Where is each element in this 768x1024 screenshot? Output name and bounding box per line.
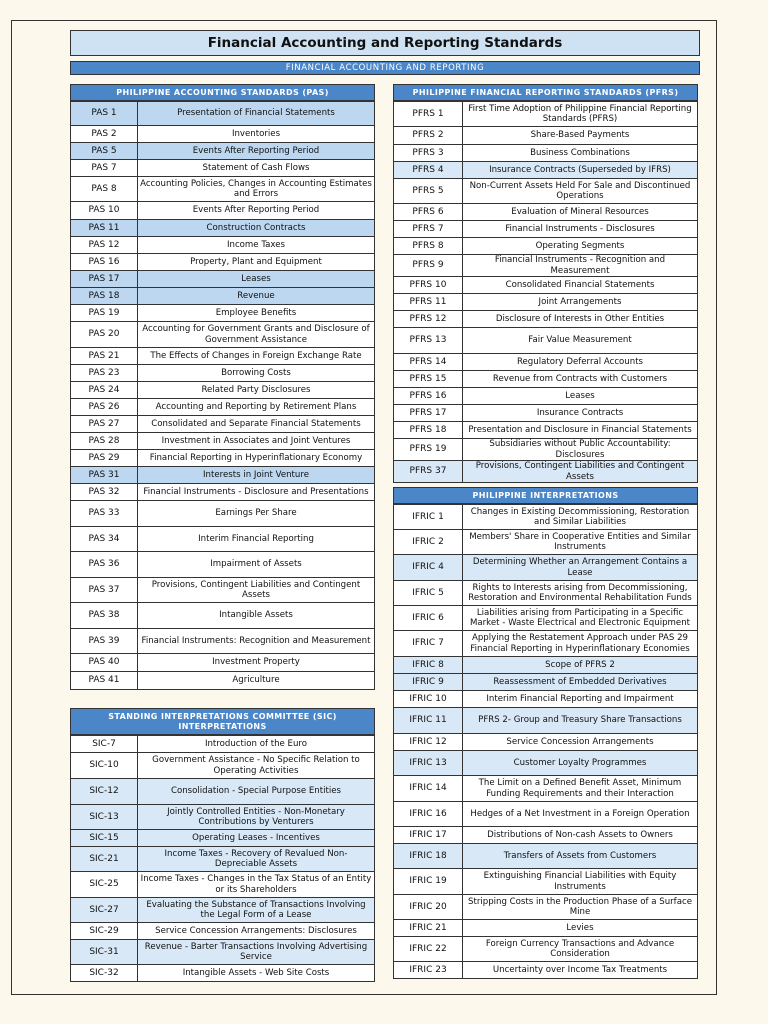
pas-row [71, 416, 375, 433]
pas-row [71, 288, 375, 305]
pas-name: Events After Reporting Period [138, 143, 375, 160]
pfrs-row [394, 354, 698, 371]
pas-name: Financial Reporting in Hyperinflationary Economy [138, 450, 375, 467]
ifric-code: IFRIC 2 [394, 530, 463, 555]
pfrs-row [394, 294, 698, 311]
pas-code: PAS 17 [71, 271, 138, 288]
ifric-name: Extinguishing Financial Liabilities with Equity Instruments [463, 869, 698, 895]
ifric-code: IFRIC 23 [394, 962, 463, 979]
pfrs-code: PFRS 12 [394, 311, 463, 328]
pfrs-code: PFRS 2 [394, 127, 463, 145]
ifric-name: Interim Financial Reporting and Impairment [463, 691, 698, 708]
sic-row [71, 898, 375, 923]
pas-code: PAS 39 [71, 629, 138, 654]
pfrs-code: PFRS 15 [394, 371, 463, 388]
pfrs-code: PFRS 14 [394, 354, 463, 371]
pfrs-code: PFRS 3 [394, 145, 463, 162]
pfrs-row [394, 371, 698, 388]
pas-row [71, 672, 375, 690]
ifric-code: IFRIC 6 [394, 606, 463, 631]
ifric-row [394, 505, 698, 530]
pfrs-row [394, 461, 698, 483]
ifric-row [394, 751, 698, 776]
pfrs-name: Insurance Contracts [463, 405, 698, 422]
sic-code: SIC-27 [71, 898, 138, 923]
pas-row [71, 254, 375, 271]
pas-row [71, 202, 375, 220]
ifric-code: IFRIC 16 [394, 802, 463, 827]
pas-row [71, 220, 375, 237]
pas-row [71, 271, 375, 288]
pfrs-code: PFRS 6 [394, 204, 463, 221]
pas-name: Provisions, Contingent Liabilities and Contingent Assets [138, 578, 375, 603]
pfrs-name: Provisions, Contingent Liabilities and Contingent Assets [463, 461, 698, 483]
pfrs-row [394, 179, 698, 204]
sic-row [71, 736, 375, 753]
sic-code: SIC-10 [71, 753, 138, 779]
pas-name: Investment Property [138, 654, 375, 672]
ifric-name: Service Concession Arrangements [463, 734, 698, 751]
pas-name: Related Party Disclosures [138, 382, 375, 399]
pfrs-code: PFRS 1 [394, 102, 463, 127]
ifric-name: Uncertainty over Income Tax Treatments [463, 962, 698, 979]
ifric-row [394, 844, 698, 869]
pfrs-name: Evaluation of Mineral Resources [463, 204, 698, 221]
pfrs-row [394, 102, 698, 127]
pas-code: PAS 2 [71, 126, 138, 143]
pas-code: PAS 26 [71, 399, 138, 416]
sic-row [71, 965, 375, 982]
sic-code: SIC-31 [71, 940, 138, 965]
pfrs-name: Financial Instruments - Disclosures [463, 221, 698, 238]
sic-row [71, 940, 375, 965]
ifric-name: Applying the Restatement Approach under PAS 29 Financial Reporting in Hyperinflationary Economies [463, 631, 698, 657]
ifric-code: IFRIC 17 [394, 827, 463, 844]
sic-name: Evaluating the Substance of Transactions Involving the Legal Form of a Lease [138, 898, 375, 923]
pas-row [71, 578, 375, 603]
pas-name: Consolidated and Separate Financial Statements [138, 416, 375, 433]
pfrs-code: PFRS 9 [394, 255, 463, 277]
pfrs-row [394, 311, 698, 328]
pas-code: PAS 11 [71, 220, 138, 237]
ifric-name: Levies [463, 920, 698, 937]
ifric-code: IFRIC 9 [394, 674, 463, 691]
ifric-name: Distributions of Non-cash Assets to Owners [463, 827, 698, 844]
pas-name: Accounting and Reporting by Retirement Plans [138, 399, 375, 416]
sic-row [71, 923, 375, 940]
pas-name: Presentation of Financial Statements [138, 102, 375, 126]
sic-row [71, 872, 375, 898]
sic-name: Income Taxes - Recovery of Revalued Non-Depreciable Assets [138, 847, 375, 872]
ifric-code: IFRIC 19 [394, 869, 463, 895]
sic-name: Intangible Assets - Web Site Costs [138, 965, 375, 982]
pfrs-name: Subsidiaries without Public Accountability: Disclosures [463, 439, 698, 461]
pas-code: PAS 7 [71, 160, 138, 177]
ifric-code: IFRIC 8 [394, 657, 463, 674]
pas-code: PAS 24 [71, 382, 138, 399]
ifric-code: IFRIC 22 [394, 937, 463, 962]
pas-name: Accounting Policies, Changes in Accounting Estimates and Errors [138, 177, 375, 202]
ifric-name: The Limit on a Defined Benefit Asset, Minimum Funding Requirements and their Interaction [463, 776, 698, 802]
pas-code: PAS 32 [71, 484, 138, 501]
pas-heading: PHILIPPINE ACCOUNTING STANDARDS (PAS) [70, 84, 375, 101]
pfrs-code: PFRS 5 [394, 179, 463, 204]
pfrs-code: PFRS 8 [394, 238, 463, 255]
pfrs-name: Joint Arrangements [463, 294, 698, 311]
pas-name: Income Taxes [138, 237, 375, 254]
pas-code: PAS 18 [71, 288, 138, 305]
pfrs-name: Financial Instruments - Recognition and Measurement [463, 255, 698, 277]
pas-code: PAS 31 [71, 467, 138, 484]
pas-name: Construction Contracts [138, 220, 375, 237]
ifric-row [394, 674, 698, 691]
ifric-name: Customer Loyalty Programmes [463, 751, 698, 776]
pfrs-code: PFRS 4 [394, 162, 463, 179]
pas-name: Earnings Per Share [138, 501, 375, 527]
pas-code: PAS 33 [71, 501, 138, 527]
pas-code: PAS 38 [71, 603, 138, 629]
pas-row [71, 603, 375, 629]
pas-row [71, 322, 375, 348]
pas-name: Accounting for Government Grants and Disclosure of Government Assistance [138, 322, 375, 348]
pfrs-table [394, 102, 698, 483]
pfrs-name: First Time Adoption of Philippine Financial Reporting Standards (PFRS) [463, 102, 698, 127]
sic-code: SIC-7 [71, 736, 138, 753]
pfrs-name: Consolidated Financial Statements [463, 277, 698, 294]
pfrs-code: PFRS 18 [394, 422, 463, 439]
pas-code: PAS 37 [71, 578, 138, 603]
pfrs-code: PFRS 16 [394, 388, 463, 405]
pfrs-name: Leases [463, 388, 698, 405]
ifric-name: Hedges of a Net Investment in a Foreign Operation [463, 802, 698, 827]
pfrs-row [394, 422, 698, 439]
pfrs-row [394, 277, 698, 294]
pas-row [71, 484, 375, 501]
sic-heading: STANDING INTERPRETATIONS COMMITTEE (SIC) INTERPRETATIONS [70, 708, 375, 735]
pas-row [71, 450, 375, 467]
pas-code: PAS 1 [71, 102, 138, 126]
pas-code: PAS 10 [71, 202, 138, 220]
pas-code: PAS 36 [71, 552, 138, 578]
pas-row [71, 143, 375, 160]
ifric-code: IFRIC 20 [394, 895, 463, 920]
ifric-code: IFRIC 13 [394, 751, 463, 776]
pas-row [71, 654, 375, 672]
ifric-code: IFRIC 5 [394, 581, 463, 606]
sic-code: SIC-15 [71, 830, 138, 847]
ifric-name: Changes in Existing Decommissioning, Restoration and Similar Liabilities [463, 505, 698, 530]
pfrs-row [394, 405, 698, 422]
ifric-row [394, 555, 698, 581]
pas-row [71, 348, 375, 365]
pfrs-name: Share-Based Payments [463, 127, 698, 145]
pas-row [71, 552, 375, 578]
pas-name: Investment in Associates and Joint Ventures [138, 433, 375, 450]
pas-code: PAS 16 [71, 254, 138, 271]
ifric-name: Reassessment of Embedded Derivatives [463, 674, 698, 691]
ifric-heading: PHILIPPINE INTERPRETATIONS [393, 487, 698, 504]
pas-name: Impairment of Assets [138, 552, 375, 578]
pfrs-row [394, 162, 698, 179]
pas-row [71, 177, 375, 202]
ifric-code: IFRIC 11 [394, 708, 463, 734]
pas-name: Employee Benefits [138, 305, 375, 322]
sic-code: SIC-13 [71, 805, 138, 830]
pfrs-name: Disclosure of Interests in Other Entities [463, 311, 698, 328]
pas-code: PAS 27 [71, 416, 138, 433]
pas-row [71, 365, 375, 382]
section-subtitle: FINANCIAL ACCOUNTING AND REPORTING [70, 61, 700, 75]
sic-name: Income Taxes - Changes in the Tax Status of an Entity or its Shareholders [138, 872, 375, 898]
pas-name: Interests in Joint Venture [138, 467, 375, 484]
pfrs-name: Regulatory Deferral Accounts [463, 354, 698, 371]
ifric-row [394, 920, 698, 937]
ifric-name: Liabilities arising from Participating in a Specific Market - Waste Electrical and Electronic Equipment [463, 606, 698, 631]
pfrs-row [394, 388, 698, 405]
pas-table [71, 102, 375, 690]
pas-row [71, 160, 375, 177]
page-title: Financial Accounting and Reporting Standards [70, 30, 700, 56]
pfrs-code: PFRS 17 [394, 405, 463, 422]
ifric-row [394, 962, 698, 979]
ifric-code: IFRIC 18 [394, 844, 463, 869]
ifric-name: Members' Share in Cooperative Entities and Similar Instruments [463, 530, 698, 555]
pas-name: Inventories [138, 126, 375, 143]
pfrs-heading: PHILIPPINE FINANCIAL REPORTING STANDARDS (PFRS) [393, 84, 698, 101]
sic-name: Introduction of the Euro [138, 736, 375, 753]
pas-code: PAS 41 [71, 672, 138, 690]
ifric-code: IFRIC 10 [394, 691, 463, 708]
ifric-name: Foreign Currency Transactions and Advance Consideration [463, 937, 698, 962]
pfrs-code: PFRS 11 [394, 294, 463, 311]
ifric-row [394, 802, 698, 827]
ifric-row [394, 734, 698, 751]
pfrs-row [394, 127, 698, 145]
ifric-row [394, 631, 698, 657]
pfrs-row [394, 255, 698, 277]
ifric-name: Determining Whether an Arrangement Contains a Lease [463, 555, 698, 581]
pas-row [71, 305, 375, 322]
sic-code: SIC-12 [71, 779, 138, 805]
pfrs-name: Revenue from Contracts with Customers [463, 371, 698, 388]
pas-code: PAS 5 [71, 143, 138, 160]
ifric-name: Rights to Interests arising from Decommissioning, Restoration and Environmental Rehabilitation Funds [463, 581, 698, 606]
sic-name: Jointly Controlled Entities - Non-Monetary Contributions by Venturers [138, 805, 375, 830]
ifric-code: IFRIC 12 [394, 734, 463, 751]
sic-code: SIC-29 [71, 923, 138, 940]
pas-row [71, 237, 375, 254]
ifric-row [394, 657, 698, 674]
pas-code: PAS 8 [71, 177, 138, 202]
ifric-row [394, 937, 698, 962]
pfrs-code: PFRS 19 [394, 439, 463, 461]
sic-code: SIC-32 [71, 965, 138, 982]
pas-row [71, 102, 375, 126]
pas-row [71, 629, 375, 654]
sic-panel [70, 708, 375, 982]
pas-code: PAS 40 [71, 654, 138, 672]
pfrs-row [394, 221, 698, 238]
ifric-row [394, 606, 698, 631]
ifric-row [394, 776, 698, 802]
pas-row [71, 467, 375, 484]
pfrs-row [394, 328, 698, 354]
pfrs-name: Operating Segments [463, 238, 698, 255]
sic-row [71, 779, 375, 805]
ifric-code: IFRIC 7 [394, 631, 463, 657]
pas-name: Interim Financial Reporting [138, 527, 375, 552]
sic-table [71, 736, 375, 982]
pfrs-name: Insurance Contracts (Superseded by IFRS) [463, 162, 698, 179]
sic-row [71, 753, 375, 779]
ifric-row [394, 708, 698, 734]
pas-name: Statement of Cash Flows [138, 160, 375, 177]
sic-code: SIC-21 [71, 847, 138, 872]
pas-row [71, 126, 375, 143]
pas-code: PAS 21 [71, 348, 138, 365]
pas-code: PAS 29 [71, 450, 138, 467]
ifric-row [394, 895, 698, 920]
pas-code: PAS 12 [71, 237, 138, 254]
ifric-name: Transfers of Assets from Customers [463, 844, 698, 869]
ifric-code: IFRIC 14 [394, 776, 463, 802]
ifric-row [394, 691, 698, 708]
sic-name: Consolidation - Special Purpose Entities [138, 779, 375, 805]
pas-code: PAS 28 [71, 433, 138, 450]
ifric-row [394, 581, 698, 606]
pas-code: PAS 34 [71, 527, 138, 552]
pfrs-row [394, 204, 698, 221]
ifric-code: IFRIC 1 [394, 505, 463, 530]
pas-name: Revenue [138, 288, 375, 305]
ifric-name: Scope of PFRS 2 [463, 657, 698, 674]
sic-row [71, 830, 375, 847]
pas-name: The Effects of Changes in Foreign Exchange Rate [138, 348, 375, 365]
pfrs-code: PFRS 37 [394, 461, 463, 483]
pas-name: Financial Instruments - Disclosure and Presentations [138, 484, 375, 501]
sic-code: SIC-25 [71, 872, 138, 898]
ifric-name: PFRS 2- Group and Treasury Share Transactions [463, 708, 698, 734]
pfrs-name: Business Combinations [463, 145, 698, 162]
pfrs-row [394, 238, 698, 255]
pas-code: PAS 19 [71, 305, 138, 322]
pfrs-row [394, 145, 698, 162]
ifric-row [394, 827, 698, 844]
pas-name: Intangible Assets [138, 603, 375, 629]
pas-code: PAS 20 [71, 322, 138, 348]
ifric-code: IFRIC 21 [394, 920, 463, 937]
pfrs-name: Fair Value Measurement [463, 328, 698, 354]
pas-name: Agriculture [138, 672, 375, 690]
pas-row [71, 527, 375, 552]
pfrs-code: PFRS 13 [394, 328, 463, 354]
pfrs-name: Presentation and Disclosure in Financial Statements [463, 422, 698, 439]
pas-row [71, 382, 375, 399]
pas-row [71, 399, 375, 416]
pas-name: Financial Instruments: Recognition and Measurement [138, 629, 375, 654]
sic-name: Government Assistance - No Specific Relation to Operating Activities [138, 753, 375, 779]
sic-row [71, 805, 375, 830]
ifric-row [394, 530, 698, 555]
ifric-row [394, 869, 698, 895]
pfrs-panel [393, 84, 698, 483]
pas-name: Leases [138, 271, 375, 288]
sic-name: Revenue - Barter Transactions Involving Advertising Service [138, 940, 375, 965]
pas-panel [70, 84, 375, 690]
ifric-name: Stripping Costs in the Production Phase of a Surface Mine [463, 895, 698, 920]
ifric-table [394, 505, 698, 979]
sic-name: Service Concession Arrangements: Disclosures [138, 923, 375, 940]
pfrs-code: PFRS 7 [394, 221, 463, 238]
pfrs-code: PFRS 10 [394, 277, 463, 294]
sic-row [71, 847, 375, 872]
ifric-code: IFRIC 4 [394, 555, 463, 581]
pas-name: Property, Plant and Equipment [138, 254, 375, 271]
pas-name: Events After Reporting Period [138, 202, 375, 220]
pfrs-row [394, 439, 698, 461]
sic-name: Operating Leases - Incentives [138, 830, 375, 847]
pfrs-name: Non-Current Assets Held For Sale and Discontinued Operations [463, 179, 698, 204]
pas-code: PAS 23 [71, 365, 138, 382]
ifric-panel [393, 487, 698, 979]
pas-row [71, 501, 375, 527]
pas-row [71, 433, 375, 450]
pas-name: Borrowing Costs [138, 365, 375, 382]
